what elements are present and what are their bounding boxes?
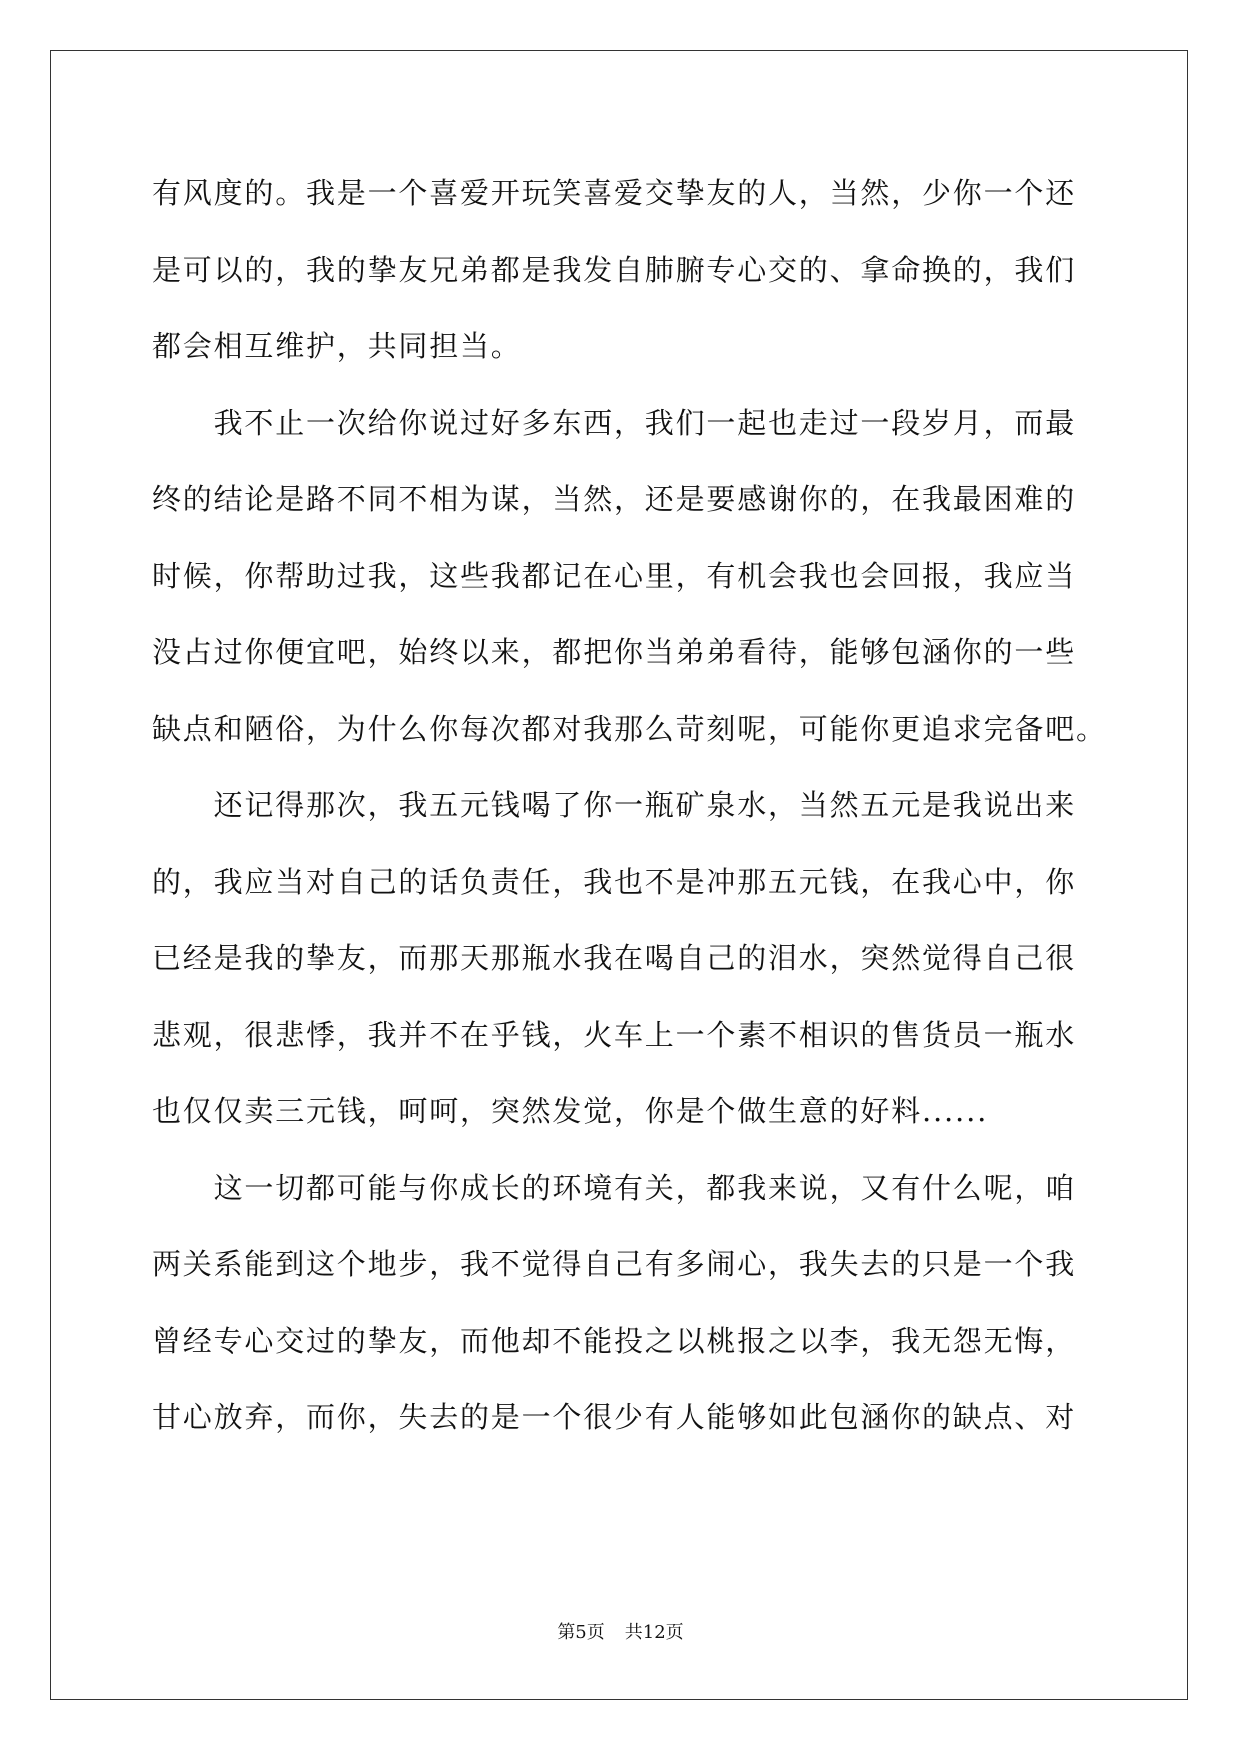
text-line: 甘心放弃，而你，失去的是一个很少有人能够如此包涵你的缺点、对 <box>152 1400 1077 1434</box>
page-footer <box>0 1618 1241 1644</box>
text-line: 我不止一次给你说过好多东西，我们一起也走过一段岁月，而最 <box>152 405 1077 440</box>
text-line: 有风度的。我是一个喜爱开玩笑喜爱交挚友的人，当然，少你一个还 <box>152 176 1077 210</box>
text-line: 这一切都可能与你成长的环境有关，都我来说，又有什么呢，咱 <box>152 1170 1077 1205</box>
text-line: 都会相互维护，共同担当。 <box>152 329 522 363</box>
text-line: 是可以的，我的挚友兄弟都是我发自肺腑专心交的、拿命换的，我们 <box>152 252 1077 287</box>
document-body <box>152 155 1107 1456</box>
text-line: 悲观，很悲悸，我并不在乎钱，火车上一个素不相识的售货员一瓶水 <box>152 1017 1077 1052</box>
page-number: 第5页 <box>557 1622 605 1643</box>
text-line: 时候，你帮助过我，这些我都记在心里，有机会我也会回报，我应当 <box>152 558 1077 593</box>
text-line: 的，我应当对自己的话负责任，我也不是冲那五元钱，在我心中，你 <box>152 864 1077 899</box>
text-line: 曾经专心交过的挚友，而他却不能投之以桃报之以李，我无怨无悔， <box>152 1323 1077 1358</box>
text-line: 两关系能到这个地步，我不觉得自己有多闹心，我失去的只是一个我 <box>152 1247 1077 1281</box>
text-line: 终的结论是路不同不相为谋，当然，还是要感谢你的，在我最困难的 <box>152 482 1077 516</box>
text-line: 缺点和陋俗，为什么你每次都对我那么苛刻呢，可能你更追求完备吧。 <box>152 711 1107 746</box>
text-line: 还记得那次，我五元钱喝了你一瓶矿泉水，当然五元是我说出来 <box>152 788 1077 822</box>
page-total: 共12页 <box>624 1622 684 1643</box>
text-line: 也仅仅卖三元钱，呵呵，突然发觉，你是个做生意的好料...... <box>152 1094 989 1128</box>
text-line: 没占过你便宜吧，始终以来，都把你当弟弟看待，能够包涵你的一些 <box>152 635 1077 669</box>
text-line: 已经是我的挚友，而那天那瓶水我在喝自己的泪水，突然觉得自己很 <box>152 941 1077 975</box>
